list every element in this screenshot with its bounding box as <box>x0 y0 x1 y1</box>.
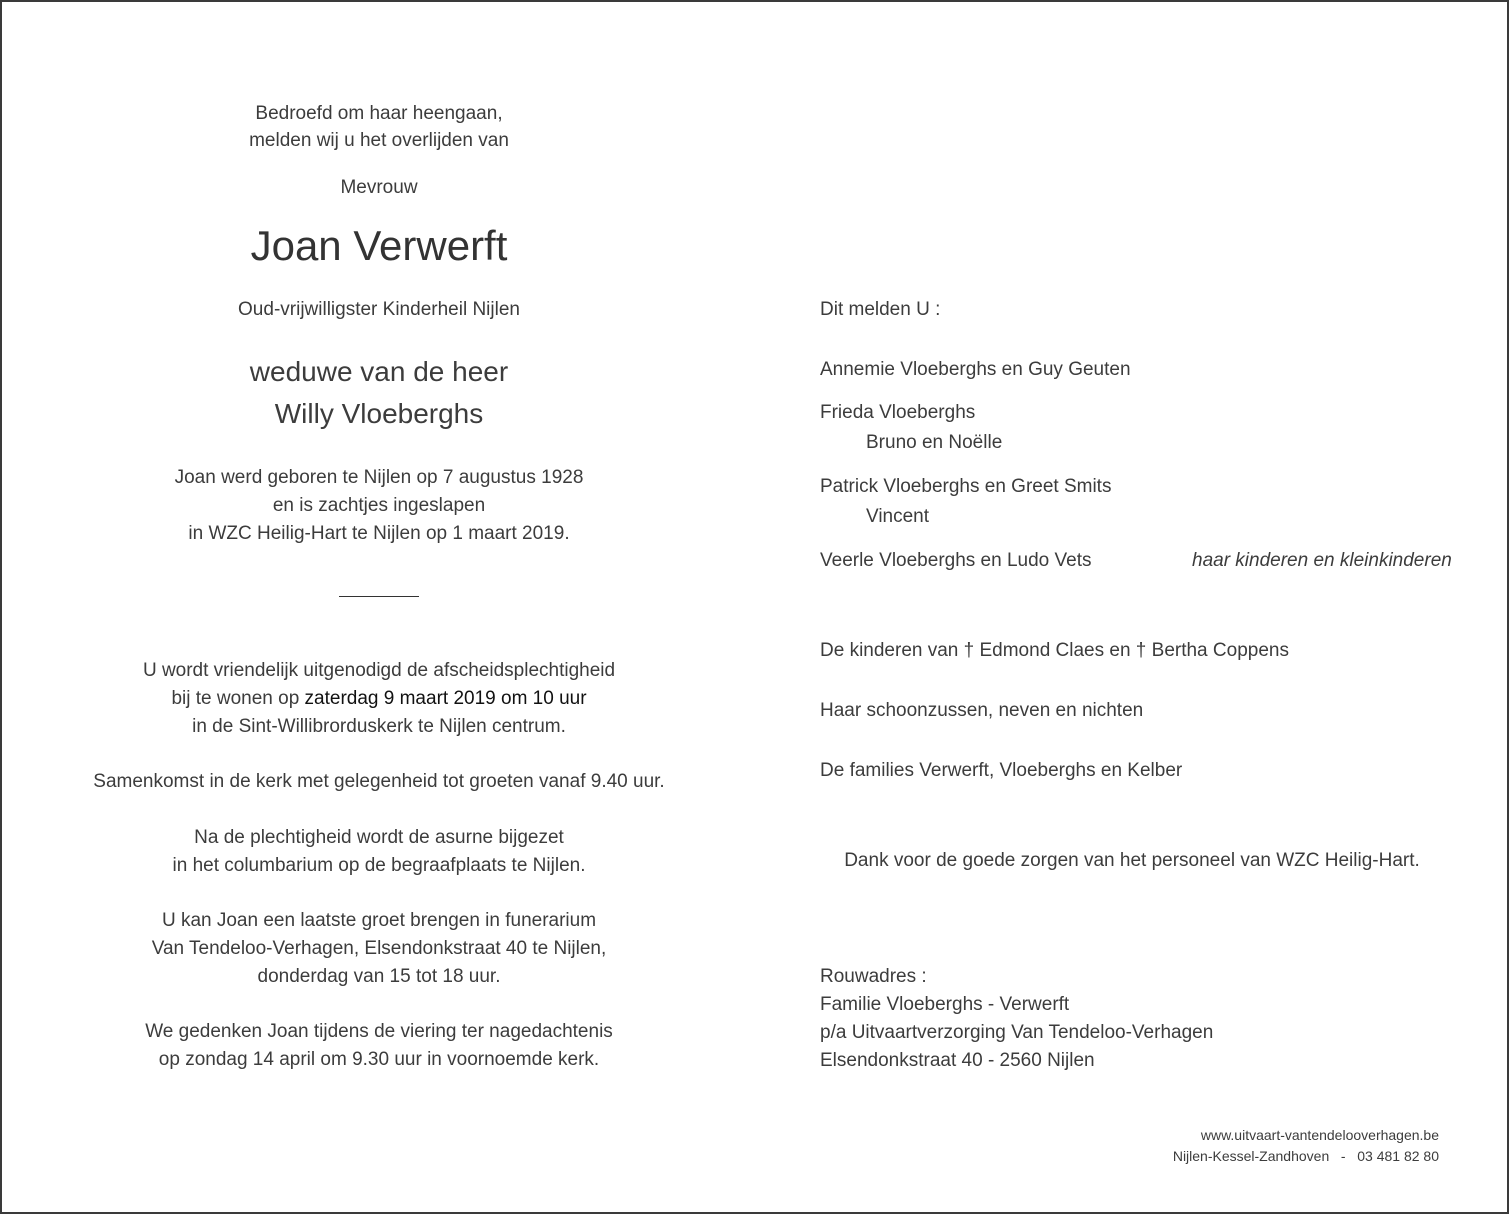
widow-line-2: Willy Vloeberghs <box>274 398 484 429</box>
thanks-line: Dank voor de goede zorgen van het personeel van WZC Heilig-Hart. <box>844 850 1420 871</box>
relatives-line: De families Verwerft, Vloeberghs en Kelber <box>820 760 1183 781</box>
invite-line-1: U wordt vriendelijk uitgenodigd de afscheidsplechtigheid <box>142 660 616 681</box>
deceased-role: Oud-vrijwilligster Kinderheil Nijlen <box>238 299 520 320</box>
address-line: Familie Vloeberghs - Verwerft <box>820 994 1070 1015</box>
salutation: Mevrouw <box>340 177 418 198</box>
memorial-line-2: op zondag 14 april om 9.30 uur in voornoemde kerk. <box>158 1049 600 1070</box>
born-line-3: in WZC Heilig-Hart te Nijlen op 1 maart 2019. <box>188 523 570 544</box>
address-line: p/a Uitvaartverzorging Van Tendeloo-Verhagen <box>820 1022 1214 1043</box>
intro-line-1: Bedroefd om haar heengaan, <box>255 103 503 124</box>
address-line: Elsendonkstraat 40 - 2560 Nijlen <box>820 1050 1095 1071</box>
address-label: Rouwadres : <box>820 966 927 987</box>
ceremony-date: zaterdag 9 maart 2019 om 10 uur <box>304 688 587 709</box>
family-member: Annemie Vloeberghs en Guy Geuten <box>820 359 1131 380</box>
announcers-heading: Dit melden U : <box>820 299 941 320</box>
intro-line-2: melden wij u het overlijden van <box>249 130 509 151</box>
grandchildren: Vincent <box>866 506 930 527</box>
relatives-line: Haar schoonzussen, neven en nichten <box>820 700 1144 721</box>
born-line-2: en is zachtjes ingeslapen <box>272 495 486 516</box>
deceased-name: Joan Verwerft <box>250 222 508 269</box>
funeral-home-website: www.uitvaart-vantendelooverhagen.be <box>1200 1127 1439 1143</box>
funeral-home-contact: Nijlen-Kessel-Zandhoven - 03 481 82 80 <box>1172 1148 1439 1164</box>
invite-line-2 <box>171 685 586 713</box>
relatives-line: De kinderen van † Edmond Claes en † Bertha Coppens <box>820 640 1289 661</box>
visit-line-1: U kan Joan een laatste groet brengen in funerarium <box>161 910 597 931</box>
visit-line-3: donderdag van 15 tot 18 uur. <box>257 966 501 987</box>
born-line-1: Joan werd geboren te Nijlen op 7 augustus 1928 <box>174 467 584 488</box>
family-member: Frieda Vloeberghs <box>820 402 976 423</box>
family-note: haar kinderen en kleinkinderen <box>1192 550 1452 571</box>
widow-line-1: weduwe van de heer <box>249 356 509 387</box>
urn-line-1: Na de plechtigheid wordt de asurne bijgezet <box>194 827 564 848</box>
grandchildren: Bruno en Noëlle <box>866 432 1003 453</box>
family-member: Patrick Vloeberghs en Greet Smits <box>820 476 1112 497</box>
visit-line-2: Van Tendeloo-Verhagen, Elsendonkstraat 40 te Nijlen, <box>151 938 607 959</box>
memorial-line-1: We gedenken Joan tijdens de viering ter nagedachtenis <box>145 1021 613 1042</box>
divider-line <box>339 596 419 597</box>
invite-line-2-text: bij te wonen op <box>171 688 305 709</box>
family-member: Veerle Vloeberghs en Ludo Vets <box>820 550 1092 571</box>
invite-line-3: in de Sint-Willibrorduskerk te Nijlen centrum. <box>192 716 566 737</box>
gathering-line: Samenkomst in de kerk met gelegenheid tot groeten vanaf 9.40 uur. <box>93 771 665 792</box>
urn-line-2: in het columbarium op de begraafplaats te Nijlen. <box>172 855 586 876</box>
